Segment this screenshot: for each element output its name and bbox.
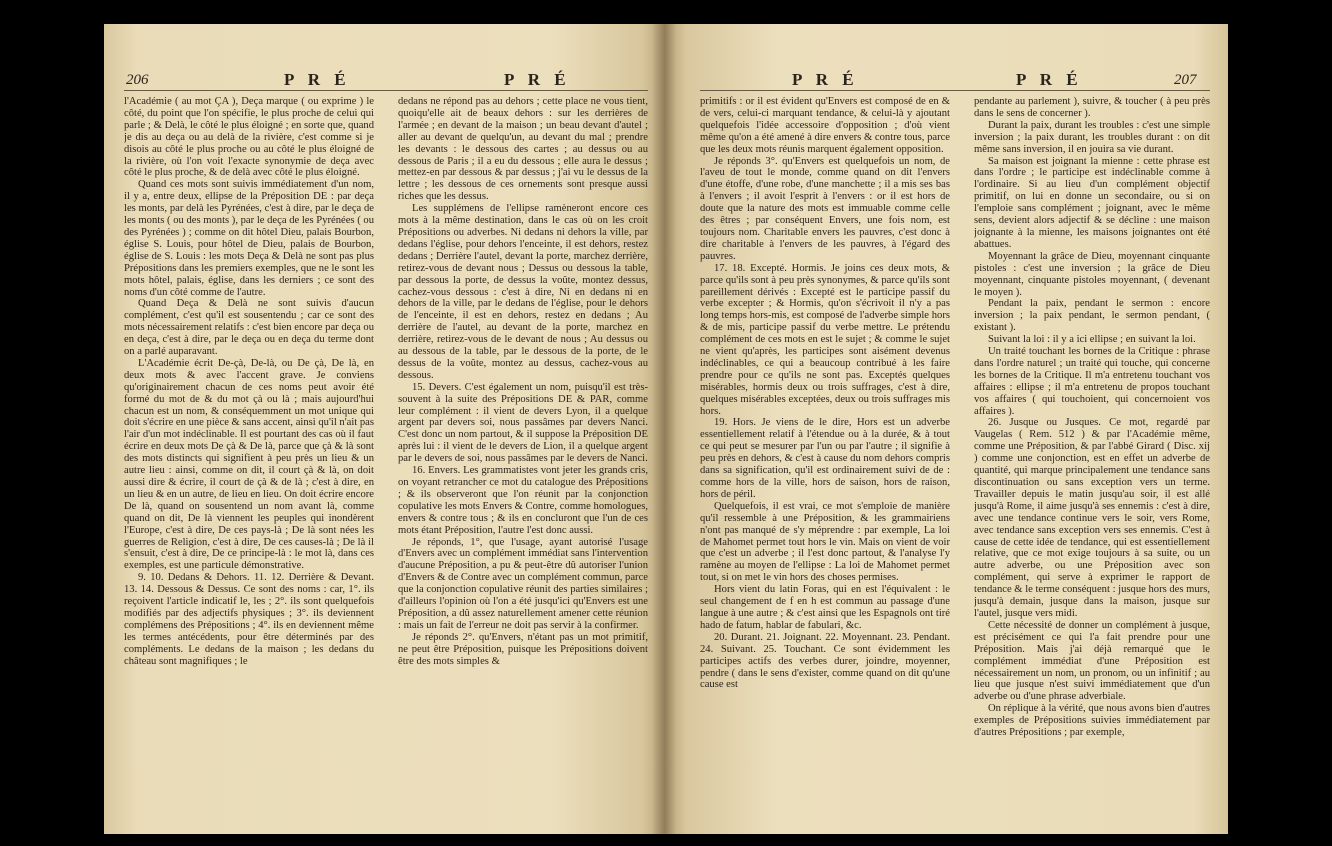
left-running-head-2: P R É: [504, 70, 571, 89]
right-running-head-1: P R É: [792, 70, 859, 89]
paragraph: pendante au parlement ), suivre, & toucher ( à peu près dans le sens de concerner ).: [974, 96, 1210, 119]
book-gutter: [652, 24, 676, 834]
paragraph: Je réponds 3°. qu'Envers est quelquefois un nom, de l'aveu de tout le monde, comme quand on dit l'envers d'une étoffe, d'une robe, d'une manchette ; il a mis ses bas à l'envers ; il avoit l'esprit à l'envers : or il est hors de doute que la nature des mots est immuable comme celle des êtres ; par conséquent Envers, une fois nom, est toujours nom. Charitable envers les pauvres, c'est donc à dire charitable à l'envers de les pauvres, à l'égard des pauvres.: [700, 155, 950, 262]
paragraph: Cette nécessité de donner un complément à jusque, est précisément ce qui l'a fait prendre pour une Préposition. Mais j'ai déjà remarqué que le complément immédiat d'une Préposition est nécessairement un nom, un pronom, ou un infinitif ; au lieu que jusque n'est suivi immédiatement que d'un adverbe ou d'une phrase adverbiale.: [974, 619, 1210, 703]
paragraph: l'Académie ( au mot ÇA ), Deça marque ( ou exprime ) le côté, du point que l'on spécifie, le plus proche de celui qui parle ; & Delà, le côté le plus éloigné ; en sorte que, quand je dis au deça ou au delà de la rivière, c'est comme si je disois au côté le plus proche ou au côté le plus éloigné de la rivière, où l'on voit l'exacte synonymie de deça avec côté le plus proche, & de delà avec côté le plus éloigné.: [124, 96, 374, 179]
paragraph: 17. 18. Excepté. Hormis. Je joins ces deux mots, & parce qu'ils sont à peu près synonymes, & parce qu'ils sont pareillement dérivés : Excepté est le participe passif du verbe excepter ; & Hormis, qu'on s'écrivoit il n'y a pas long temps hors-mis, est composé de l'adverbe simple hors & de mis, participe passif du verbe mettre. Le prétendu complément de ces mots en est le sujet ; & comme le sujet ne vient qu'après, les participes sont aisément devenus indéclinables, ce qui a beaucoup contribué à les faire prendre pour ce qu'ils ne sont pas. Exceptés quelques misérables, hormis deux ou trois suffrages, c'est à dire, quelques misérables exceptées, deux ou trois suffrages mis hors.: [700, 262, 950, 417]
paragraph: L'Académie écrit De-çà, De-là, ou De çà, De là, en deux mots & avec l'accent grave. Je conviens qu'originairement chacun de ces noms peut avoir été formé du mot de & du mot çà ou là ; mais aujourd'hui chacun est un nom, & conséquemment un mot unique qui doit s'écrire en une pièce & sans accent, ainsi qu'il n'ait pas l'air d'un mot indéclinable. Il est pourtant des cas où il faut écrire en deux mots De çà & De là, parce que çà & là sont des mots distincts qui signifient à peu près un lieu & un autre lieu : ainsi, comme on dit, il court çà & là, on doit aussi dire & écrire, il court de çà & de là ; c'est à dire, en un lieu & en un autre, de lieu en lieu. On doit écrire encore De là, quand on sousentend un nom avant là, comme quand on dit, De là viennent les peuples qui inondèrent l'Europe, c'est à dire, De ces pays-là ; De là sont nées les guerres de Religion, c'est à dire, De ces causes-là ; De là il s'ensuit, c'est à dire, De ce principe-là : le mot là, dans ces exemples, est une particule démonstrative.: [124, 357, 374, 572]
left-page: [104, 24, 664, 834]
left-column-1: [124, 96, 374, 822]
paragraph: 16. Envers. Les grammatistes vont jeter les grands cris, on voyant retrancher ce mot du catalogue des Prépositions ; & ils observeront que l'on réunit par la conjonction copulative les mots Envers & Contre, comme homologues, envers & contre tous ; & ils en concluront que l'un de ces mots étant Préposition, l'autre l'est donc aussi.: [398, 465, 648, 536]
paragraph: Pendant la paix, pendant le sermon : encore inversion ; la paix pendant, le sermon pendant, ( existant ).: [974, 298, 1210, 334]
right-running-head-2: P R É: [1016, 70, 1083, 89]
paragraph: 26. Jusque ou Jusques. Ce mot, regardé par Vaugelas ( Rem. 512 ) & par l'Académie même, comme une Préposition, & par l'abbé Girard ( Disc. xij ) comme une conjonction, est en effet un adverbe de quantité, qui marque principalement une tendance sans discontinuation ou sans exception vers un terme. Travailler depuis le matin jusqu'au soir, il est allé jusqu'à Rome, il aime jusqu'à ses ennemis : c'est à dire, avec une tendance continue vers le soir, vers Rome, avec tendance sans exception vers ses ennemis. C'est à cause de cette idée de tendance, qui est essentiellement relative, que ce mot exige toujours à sa suite, ou un autre adverbe, ou une Préposition avec son complément, qui serve à exprimer le rapport de tendance & le terme conséquent : jusque hors des murs, jusqu'à demain, jusque dans la maison, jusque sur l'autel, jusque vers midi.: [974, 417, 1210, 619]
paragraph: Quand ces mots sont suivis immédiatement d'un nom, il y a, entre deux, ellipse de la Préposition DE : par deça les monts, par delà les Pyrénées, c'est à dire, par le deça de les monts ( ou des monts ), par le deça de les Pyrénées ( ou des Pyrénées ) ; comme on dit hôtel Dieu, palais Bourbon, église S. Louis, pour hôtel de Dieu, palais de Bourbon, église de S. Louis : les mots Deça & Delà ne sont pas plus Prépositions dans les premiers exemples, que ne le sont les mots hôtel, palais, église, dans les derniers ; ce sont des noms d'un côté comme de l'autre.: [124, 179, 374, 298]
paragraph: 15. Devers. C'est également un nom, puisqu'il est très-souvent à la suite des Prépositions DE & PAR, comme leur complément : il vient de devers Lyon, il a quelque argent par devers soi, nous passâmes par devers Nanci. C'est donc un nom partout, & il suppose la Préposition DE après lui : il vient de le devers de Lion, il a quelque argent par le devers de soi, nous passâmes par le devers de Nanci.: [398, 381, 648, 465]
paragraph: Suivant la loi : il y a ici ellipse ; en suivant la loi.: [988, 334, 1196, 346]
paragraph: 19. Hors. Je viens de le dire, Hors est un adverbe essentiellement relatif à l'étendue ou à la durée, & à tout ce qui peut se mesurer par l'un ou par l'autre ; il signifie à peu près en dehors, & c'est à cause du nom dehors compris dans sa signification, qu'il est ordinairement suivi de de : comme hors de la ville, hors de saison, hors de raison, hors de péril.: [700, 417, 950, 500]
paragraph: Moyennant la grâce de Dieu, moyennant cinquante pistoles : c'est une inversion ; la grâce de Dieu moyennant, cinquante pistoles moyennant, ( devenant le moyen ).: [974, 250, 1210, 298]
paragraph: Sa maison est joignant la mienne : cette phrase est dans l'ordre ; le participe est indéclinable comme à l'ordinaire. Si au lieu d'un complément objectif primitif, on lui en donne un secondaire, ou si on l'emploie sans complément ; joignant, avec le même sens, devient alors adjectif & se décline : une maison joignante à la mienne, les maisons joignantes ont été abattues.: [974, 155, 1210, 250]
paragraph: Je réponds, 1°, que l'usage, ayant autorisé l'usage d'Envers avec un complément immédiat sans l'intervention d'aucune Préposition, a pu & peut-être dû autoriser l'union d'Envers & de Contre avec un complément commun, parce que la conjonction copulative réunit des parties similaires ; d'ailleurs l'opinion où l'on a été jusqu'ici qu'Envers est une Préposition, a dû assez naturellement amener cette réunion : mais un fait de l'erreur ne doit pas servir à la confirmer.: [398, 536, 648, 631]
right-page: [664, 24, 1228, 834]
left-column-2: [398, 96, 648, 822]
paragraph: 9. 10. Dedans & Dehors. 11. 12. Derrière & Devant. 13. 14. Dessous & Dessus. Ce sont des noms : car, 1°. ils reçoivent l'article indicatif le, les ; 2°. ils sont quelquefois modifiés par des adjectifs physiques ; 3°. ils deviennent complémens des Prépositions ; 4°. ils en deviennent même les termes antécédents, pour être déterminés par des compléments. Le dedans de la maison ; les dedans du château sont magnifiques ; le: [124, 572, 374, 667]
paragraph: Quelquefois, il est vrai, ce mot s'emploie de manière qu'il ressemble à une Préposition, & les grammairiens n'ont pas manqué de s'y méprendre : par exemple, La loi de Mahomet permet tout hors le vin. Mais on vient de voir que c'est un adverbe ; il l'est donc partout, & l'analyse l'y ramène au moyen de l'ellipse : La loi de Mahomet permet tout, si on met le vin hors des choses permises.: [700, 500, 950, 584]
paragraph: dedans ne répond pas au dehors ; cette place ne vous tient, quoiqu'elle ait de beaux dehors : sur les derrières de l'armée ; en devant de la maison ; un beau devant d'autel ; aller au devant de quelqu'un, au devant du mal ; prendre les devants : le dessous des cartes ; au dessus ou au dessous de Paris ; il a eu du dessous ; elle aura le dessus ; mettez-en par dessous & par dessus ; j'ai vu le dessus de la lettre ; les dessous de ces ornements sont presque aussi riches que les dessus.: [398, 96, 648, 203]
paragraph: 20. Durant. 21. Joignant. 22. Moyennant. 23. Pendant. 24. Suivant. 25. Touchant. Ce sont évidemment les participes actifs des verbes durer, joindre, moyenner, pendre ( dans le sens d'exister, comme quand on dit qu'une cause est: [700, 631, 950, 691]
paragraph: Hors vient du latin Foras, qui en est l'équivalent : le seul changement de f en h est commun au passage d'une langue à une autre ; & c'est ainsi que les Espagnols ont tiré hado de fatum, hablar de fabulari, &c.: [700, 584, 950, 631]
paragraph: Je réponds 2°. qu'Envers, n'étant pas un mot primitif, ne peut être Préposition, puisque les Prépositions doivent être des mots simples &: [398, 631, 648, 667]
paragraph: Quand Deça & Delà ne sont suivis d'aucun complément, c'est qu'il est sousentendu ; car ce sont des mots nécessairement relatifs : c'est bien encore par deça ou en deça, c'est à dire, par le deça ou en deça du terme dont on a parlé auparavant.: [124, 298, 374, 358]
left-head-rule: [124, 90, 648, 91]
left-page-number: 206: [126, 72, 149, 88]
right-head-rule: [700, 90, 1210, 91]
right-column-2: [974, 96, 1210, 822]
paragraph: primitifs : or il est évident qu'Envers est composé de en & de vers, celui-ci marquant tendance, & celui-là y ajoutant quelquefois l'idée accessoire d'opposition ; d'où vient même qu'on a été amené à dire envers & contre tous, parce que les deux mots réunis marquent également opposition.: [700, 96, 950, 155]
left-running-head-1: P R É: [284, 70, 351, 89]
paragraph: On réplique à la vérité, que nous avons bien d'autres exemples de Prépositions suivies immédiatement par d'autres Prépositions ; par exemple,: [974, 703, 1210, 739]
paragraph: Les supplémens de l'ellipse ramèneront encore ces mots à la même destination, dans le cas où on les croit Prépositions ou adverbes. Ni dedans ni dehors la ville, par dedans l'église, pour dehors l'enceinte, il est dehors, restez dedans ; Derrière l'autel, devant la porte, marchez derrière, retirez-vous de devant nous ; Dessus ou dessous la table, par dessous la porte, de dessus la voûte, montez dessus, cachez-vous dessous : c'est à dire, Ni en dedans ni en dehors de la ville, par le dedans de l'église, pour le dehors de l'enceinte, il est en dehors, restez en dedans ; Au derrière de l'autel, au devant de la porte, marchez en derrière, retirez-vous de le devant de nous ; Au dessus ou au dessous de la table, par le dessous de la porte, de le dessus de la voûte, montez au dessus, cachez-vous au dessous.: [398, 203, 648, 381]
paragraph: Un traité touchant les bornes de la Critique : phrase dans l'ordre naturel ; un traité qui touche, qui concerne les bornes de la Critique. Il m'a entretenu touchant vos affaires : ellipse ; il m'a entretenu de propos touchant vos affaires ( qui touchoient, qui concernoient vos affaires ).: [974, 346, 1210, 417]
paragraph: Durant la paix, durant les troubles : c'est une simple inversion ; la paix durant, les troubles durant : on dit même sans inversion, il en jouira sa vie durant.: [974, 119, 1210, 155]
right-column-1: [700, 96, 950, 822]
book-spread: [104, 24, 1228, 834]
right-page-number: 207: [1174, 72, 1197, 88]
